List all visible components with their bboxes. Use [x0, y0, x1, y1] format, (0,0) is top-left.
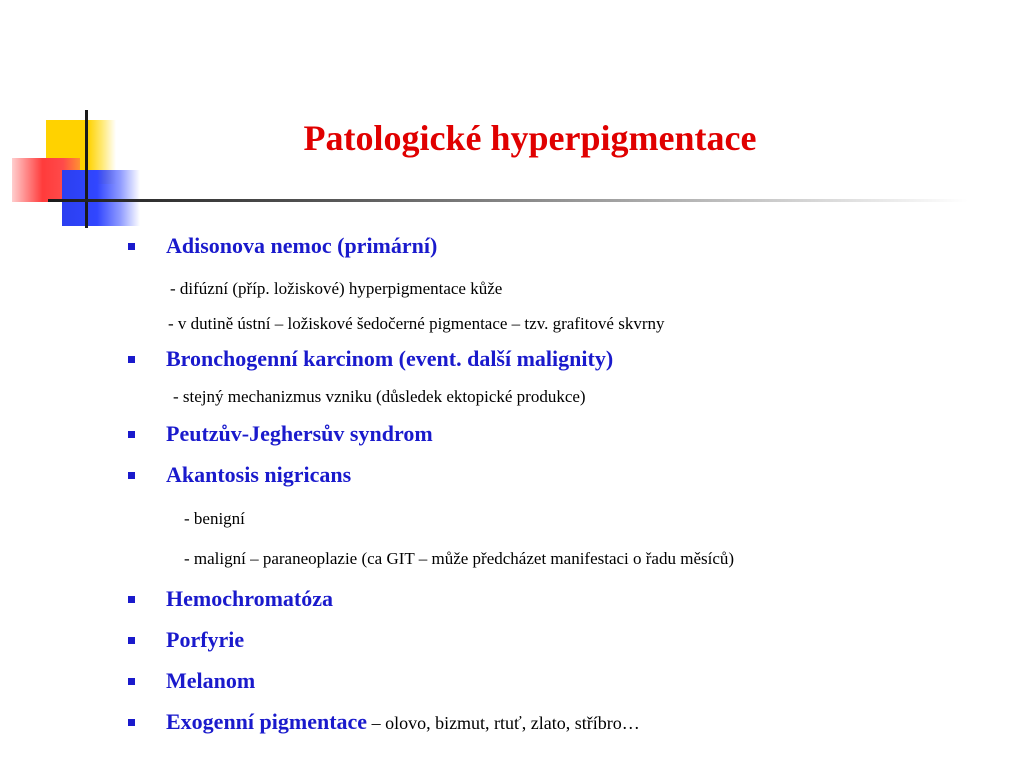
list-item-label: Hemochromatóza	[166, 586, 333, 611]
list-item-label: Akantosis nigricans	[166, 462, 352, 487]
list-item-suffix: – olovo, bizmut, rtuť, zlato, stříbro…	[367, 713, 640, 733]
bullet-icon	[128, 719, 135, 726]
bullet-icon	[128, 678, 135, 685]
bullet-icon	[128, 596, 135, 603]
sub-item: - difúzní (příp. ložiskové) hyperpigmentace kůže	[170, 279, 503, 298]
slide-title: Patologické hyperpigmentace	[303, 118, 757, 158]
list-item-label: Porfyrie	[166, 627, 245, 652]
bullet-icon	[128, 356, 135, 363]
sub-item: - stejný mechanizmus vzniku (důsledek ektopické produkce)	[173, 387, 586, 406]
list-item-label: Adisonova nemoc (primární)	[166, 233, 438, 258]
bullet-icon	[128, 637, 135, 644]
sub-item: - v dutině ústní – ložiskové šedočerné pigmentace – tzv. grafitové skvrny	[168, 314, 665, 333]
sub-item: - maligní – paraneoplazie (ca GIT – může předcházet manifestaci o řadu měsíců)	[184, 549, 735, 568]
decor-blue-square	[62, 170, 140, 226]
bullet-icon	[128, 431, 135, 438]
list-item-label: Bronchogenní karcinom (event. další malignity)	[166, 346, 614, 371]
list-item-label: Peutzův-Jeghersův syndrom	[166, 421, 433, 446]
list-item-label-text: Exogenní pigmentace	[166, 709, 368, 734]
list-item-label: Melanom	[166, 668, 256, 693]
list-item-label	[166, 707, 640, 738]
decor-vertical-line	[85, 110, 88, 228]
bullet-icon	[128, 472, 135, 479]
bullet-icon	[128, 243, 135, 250]
decor-horizontal-rule	[48, 199, 968, 202]
sub-item: - benigní	[184, 509, 245, 528]
